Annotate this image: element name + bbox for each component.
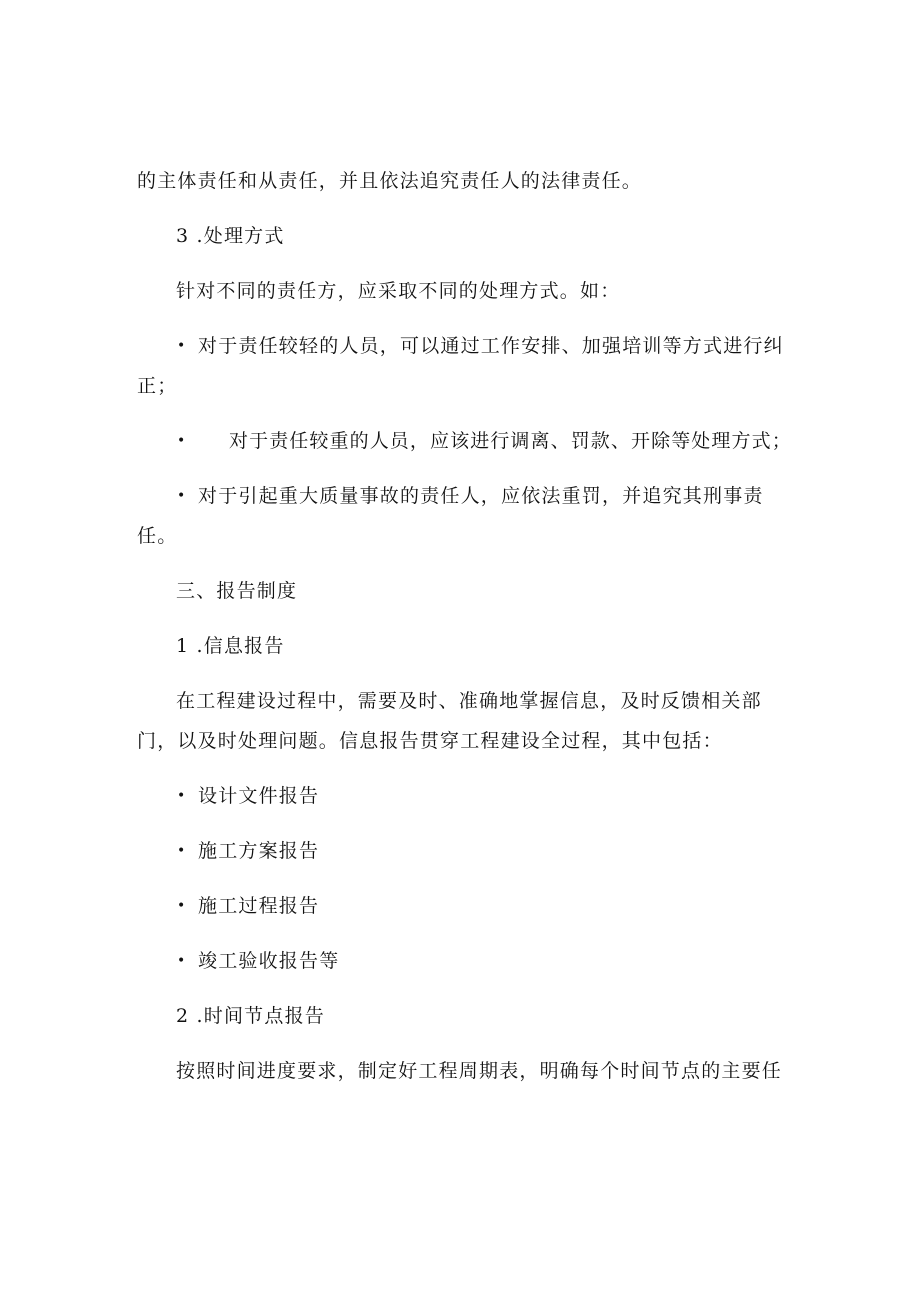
bullet-icon: • [177, 488, 186, 504]
bullet-icon: • [177, 898, 186, 914]
bullet-icon: • [177, 788, 186, 804]
list-item: 设计文件报告 [198, 785, 320, 807]
paragraph-line: 针对不同的责任方，应采取不同的处理方式。如： [176, 280, 621, 302]
paragraph-line: 按照时间进度要求，制定好工程周期表，明确每个时间节点的主要任 [176, 1060, 783, 1082]
bullet-icon: • [177, 433, 186, 449]
list-item: 对于引起重大质量事故的责任人，应依法重罚，并追究其刑事责 [198, 485, 764, 507]
list-item: 对于责任较轻的人员，可以通过工作安排、加强培训等方式进行纠 [198, 335, 784, 357]
paragraph-line: 门，以及时处理问题。信息报告贯穿工程建设全过程，其中包括： [137, 730, 723, 752]
list-item: 竣工验收报告等 [198, 950, 340, 972]
section-heading: 1 .信息报告 [176, 635, 285, 657]
list-item: 对于责任较重的人员，应该进行调离、罚款、开除等处理方式； [229, 430, 792, 452]
section-heading: 2 .时间节点报告 [176, 1005, 325, 1027]
bullet-icon: • [177, 338, 186, 354]
bullet-icon: • [177, 953, 186, 969]
list-item-continuation: 任。 [137, 525, 178, 547]
list-item: 施工方案报告 [198, 840, 320, 862]
section-heading: 3 .处理方式 [176, 225, 285, 247]
chapter-heading: 三、报告制度 [176, 580, 298, 602]
list-item-continuation: 正； [137, 375, 178, 397]
list-item: 施工过程报告 [198, 895, 320, 917]
paragraph-line: 的主体责任和从责任，并且依法追究责任人的法律责任。 [137, 170, 643, 192]
bullet-icon: • [177, 843, 186, 859]
paragraph-line: 在工程建设过程中，需要及时、准确地掌握信息，及时反馈相关部 [176, 690, 762, 712]
